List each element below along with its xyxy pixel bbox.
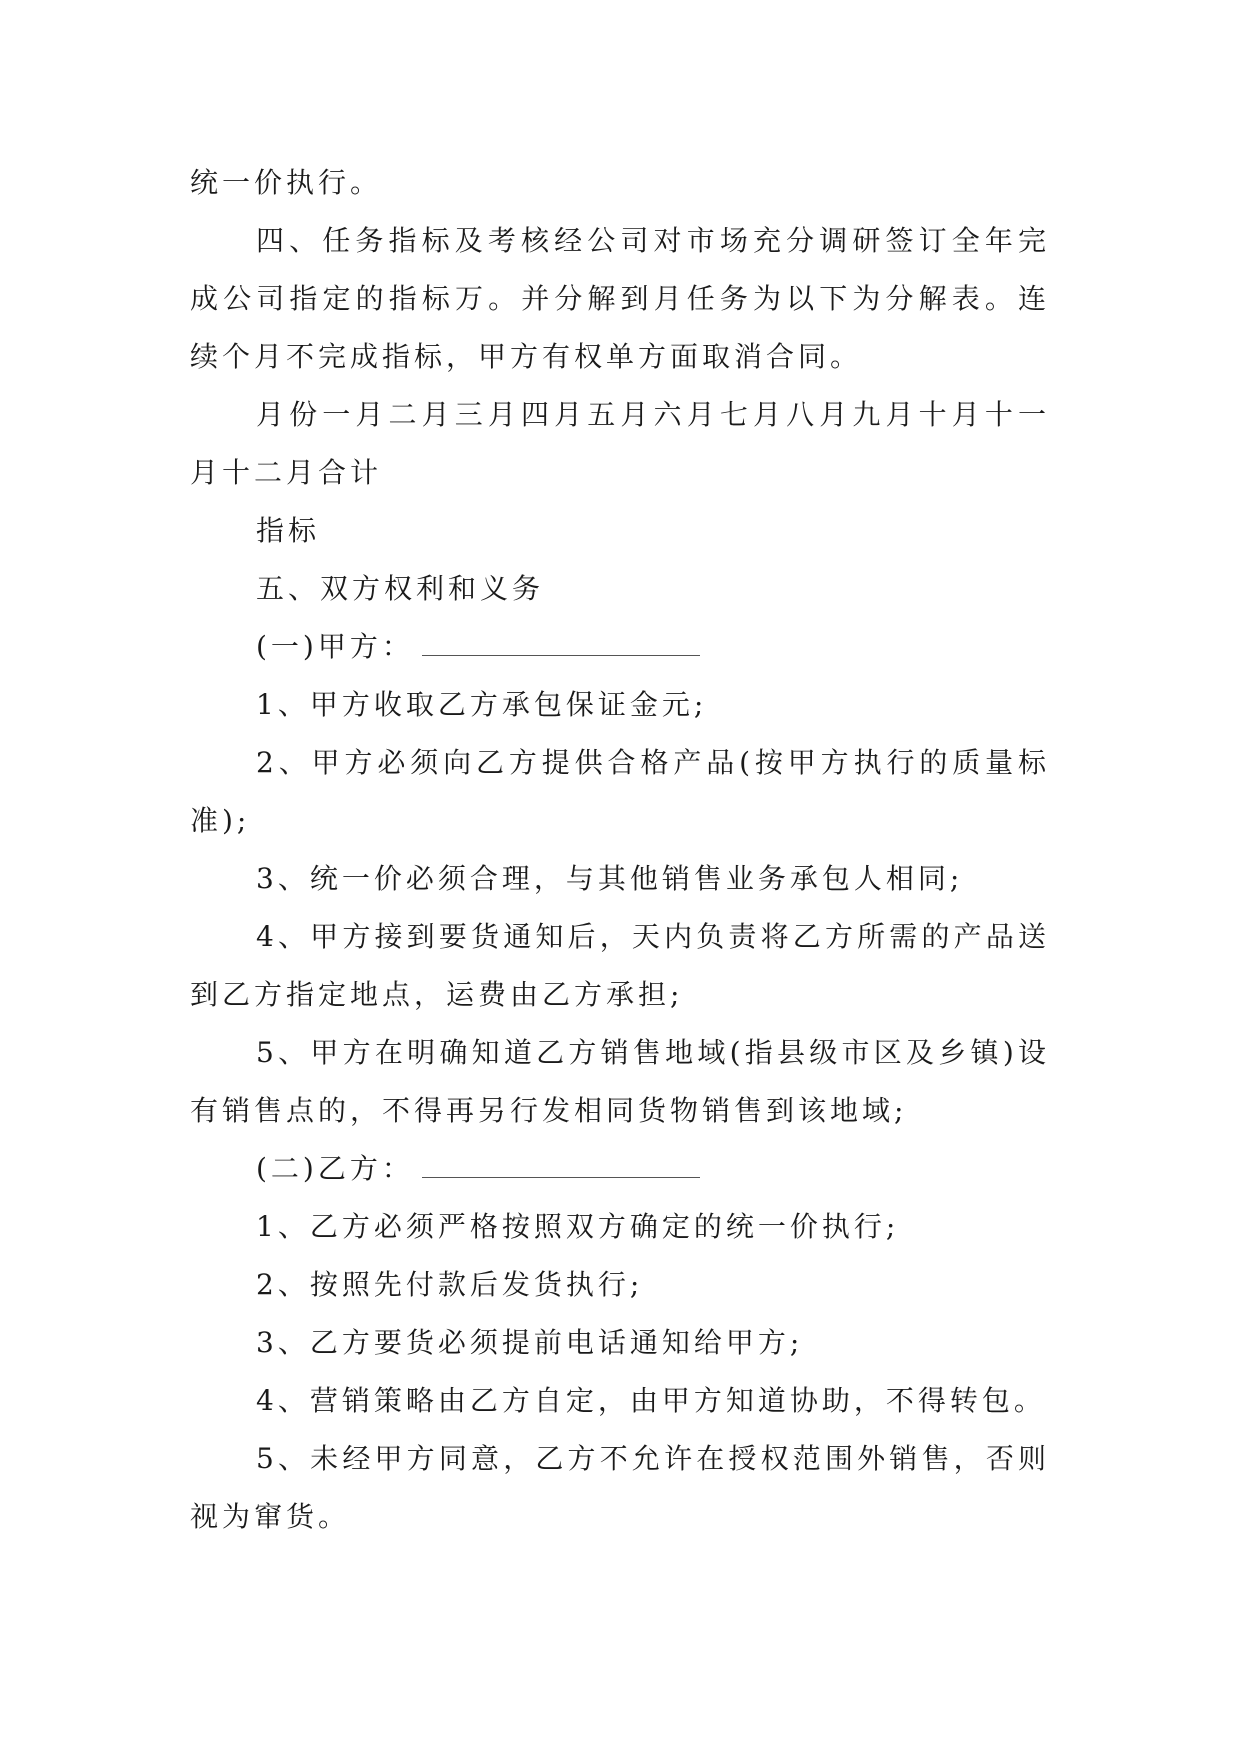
party-b-item-1: 1、乙方必须严格按照双方确定的统一价执行; [256,1210,900,1243]
paragraph-continuation: 统一价执行。 [190,166,383,199]
paragraph-task-targets: 四、任务指标及考核经公司对市场充分调研签订全年完成公司指定的指标万。并分解到月任务为以下为分解表。连续个月不完成指标，甲方有权单方面取消合同。 [190,224,1050,373]
party-b-heading [190,1140,1050,1198]
party-b-item-5: 5、未经甲方同意，乙方不允许在授权范围外销售，否则视为窜货。 [190,1442,1050,1533]
party-a-heading [190,618,1050,676]
party-a-blank-line [422,633,700,656]
party-b-label: (二)乙方： [256,1152,414,1185]
party-a-item-3: 3、统一价必须合理，与其他销售业务承包人相同; [256,862,964,895]
party-a-label: (一)甲方： [256,630,414,663]
party-a-item-4: 4、甲方接到要货通知后，天内负责将乙方所需的产品送到乙方指定地点，运费由乙方承担; [190,920,1050,1011]
party-b-blank-line [422,1155,700,1178]
paragraph-target-row: 指标 [256,514,321,547]
party-a-item-5: 5、甲方在明确知道乙方销售地域(指县级市区及乡镇)设有销售点的，不得再另行发相同货物销售到该地域; [190,1036,1050,1127]
document-page [190,154,1050,1546]
party-b-item-4: 4、营销策略由乙方自定，由甲方知道协助，不得转包。 [256,1384,1046,1417]
party-b-item-3: 3、乙方要货必须提前电话通知给甲方; [256,1326,804,1359]
paragraph-month-header: 月份一月二月三月四月五月六月七月八月九月十月十一月十二月合计 [190,398,1050,489]
party-a-item-2: 2、甲方必须向乙方提供合格产品(按甲方执行的质量标准); [190,746,1050,837]
party-b-item-2: 2、按照先付款后发货执行; [256,1268,644,1301]
party-a-item-1: 1、甲方收取乙方承包保证金元; [256,688,708,721]
section-heading-rights: 五、双方权利和义务 [256,572,545,605]
